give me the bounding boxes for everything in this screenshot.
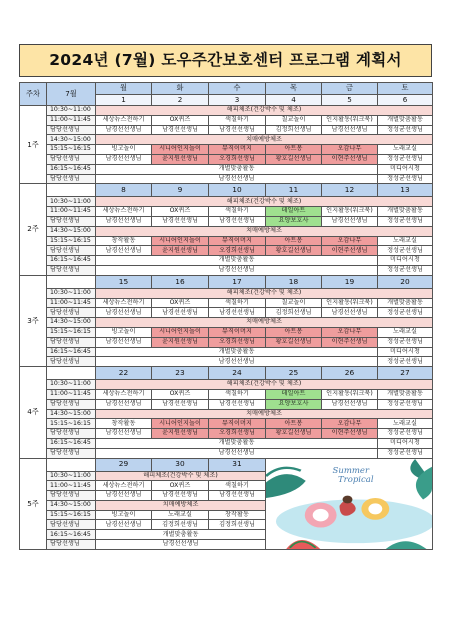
teacher-cell: 남경선선생님 bbox=[96, 399, 152, 409]
time-slot: 16:15~16:45 bbox=[47, 438, 96, 448]
activity-cell: 오감나무 bbox=[322, 327, 378, 337]
teacher-cell: 남경선선생님 bbox=[96, 308, 152, 318]
activity-cell: 개별맞춤활동 bbox=[378, 207, 433, 217]
time-slot: 15:15~16:15 bbox=[47, 236, 96, 246]
day-header-fri: 금 bbox=[322, 83, 378, 95]
date-cell: 10 bbox=[209, 184, 266, 197]
teacher-cell: 이현주선생님 bbox=[322, 154, 378, 164]
activity-cell: 빙고놀이 bbox=[96, 327, 152, 337]
time-slot: 11:00~11:45 bbox=[47, 389, 96, 399]
time-slot: 15:15~16:15 bbox=[47, 145, 96, 155]
time-slot: 담당선생님 bbox=[47, 125, 96, 135]
teacher-cell: 정성균선생님 bbox=[378, 448, 433, 458]
teacher-cell: 김정희선생님 bbox=[209, 520, 266, 530]
date-cell: 15 bbox=[96, 275, 152, 288]
activity-cell: 색칠하기 bbox=[209, 115, 266, 125]
activity-cell: 오감나무 bbox=[322, 236, 378, 246]
time-slot: 15:15~16:15 bbox=[47, 419, 96, 429]
time-slot: 11:00~11:45 bbox=[47, 481, 96, 491]
activity-cell: 개별맞춤활동 bbox=[378, 115, 433, 125]
blank-cell bbox=[47, 367, 96, 380]
date-cell: 12 bbox=[322, 184, 378, 197]
activity-cell: OX퀴즈 bbox=[152, 115, 209, 125]
teacher-cell: 남경선선생님 bbox=[96, 491, 152, 501]
teacher-cell: 남경선선생님 bbox=[209, 125, 266, 135]
activity-cell: OX퀴즈 bbox=[152, 481, 209, 491]
morning-exercise: 해피체조(건강박수 및 체조) bbox=[96, 380, 433, 390]
teacher-cell: 김정희선생님 bbox=[266, 308, 322, 318]
date-cell: 27 bbox=[378, 367, 433, 380]
date-cell: 11 bbox=[266, 184, 322, 197]
day-header-mon: 월 bbox=[96, 83, 152, 95]
dementia-prevention-exercise: 치매예방체조 bbox=[96, 409, 433, 419]
activity-cell: 창작활동 bbox=[209, 510, 266, 520]
time-slot: 담당선생님 bbox=[47, 540, 96, 550]
activity-cell: 노래교실 bbox=[378, 145, 433, 155]
page-title: 2024년 (7월) 도우주간보호센터 프로그램 계획서 bbox=[19, 44, 432, 77]
activity-cell: 세상뉴스전하기 bbox=[96, 298, 152, 308]
date-cell: 3 bbox=[209, 95, 266, 106]
teacher-cell: 남경선선생님 bbox=[152, 216, 209, 226]
date-cell: 16 bbox=[152, 275, 209, 288]
time-slot: 담당선생님 bbox=[47, 308, 96, 318]
time-slot: 14:30~15:00 bbox=[47, 500, 96, 510]
date-cell: 20 bbox=[378, 275, 433, 288]
activity-cell: 개별맞춤활동 bbox=[378, 298, 433, 308]
individual-activity: 개별맞춤활동 bbox=[96, 438, 378, 448]
media-viewing: 미디어시청 bbox=[378, 256, 433, 266]
teacher-cell: 황호길선생님 bbox=[266, 246, 322, 256]
activity-cell: 노래교실 bbox=[378, 236, 433, 246]
teacher-cell: 요양보호사 bbox=[266, 216, 322, 226]
activity-cell: 세상뉴스전하기 bbox=[96, 389, 152, 399]
week-label: 5주 bbox=[20, 458, 47, 549]
date-cell: 17 bbox=[209, 275, 266, 288]
time-slot: 담당선생님 bbox=[47, 174, 96, 184]
summer-word: Summer bbox=[332, 465, 370, 476]
teacher-cell: 김정희선생님 bbox=[152, 520, 209, 530]
teacher-cell: 남경선선생님 bbox=[96, 216, 152, 226]
date-cell: 1 bbox=[96, 95, 152, 106]
dementia-prevention-exercise: 치매예방체조 bbox=[96, 226, 433, 236]
date-cell: 29 bbox=[96, 458, 152, 471]
date-cell: 6 bbox=[378, 95, 433, 106]
teacher-cell: 남경선선생님 bbox=[152, 399, 209, 409]
media-viewing: 미디어시청 bbox=[378, 438, 433, 448]
teacher-cell: 남경선선생님 bbox=[322, 308, 378, 318]
media-viewing: 미디어시청 bbox=[378, 164, 433, 174]
teacher-cell: 남경선선생님 bbox=[96, 357, 378, 367]
time-slot: 14:30~15:00 bbox=[47, 226, 96, 236]
dementia-prevention-exercise: 치매예방체조 bbox=[96, 135, 433, 145]
time-slot: 담당선생님 bbox=[47, 246, 96, 256]
time-slot: 담당선생님 bbox=[47, 399, 96, 409]
activity-cell: 세상뉴스전하기 bbox=[96, 481, 152, 491]
time-slot: 담당선생님 bbox=[47, 491, 96, 501]
activity-cell: 창작활동 bbox=[96, 236, 152, 246]
individual-activity: 개별맞춤활동 bbox=[96, 530, 266, 540]
teacher-cell: 정성균선생님 bbox=[378, 246, 433, 256]
activity-cell: 노래교실 bbox=[378, 327, 433, 337]
date-cell: 13 bbox=[378, 184, 433, 197]
activity-cell: 아트봉 bbox=[266, 236, 322, 246]
teacher-cell: 정성균선생님 bbox=[378, 429, 433, 439]
time-slot: 10:30~11:00 bbox=[47, 471, 96, 481]
time-slot: 10:30~11:00 bbox=[47, 197, 96, 207]
teacher-cell: 정성균선생님 bbox=[378, 265, 433, 275]
teacher-cell: 정성균선생님 bbox=[378, 125, 433, 135]
activity-cell: 인지활동(워크북) bbox=[322, 389, 378, 399]
time-slot: 담당선생님 bbox=[47, 337, 96, 347]
activity-cell: 창작활동 bbox=[96, 419, 152, 429]
teacher-cell: 오경희선생님 bbox=[209, 429, 266, 439]
date-cell: 8 bbox=[96, 184, 152, 197]
time-slot: 16:15~16:45 bbox=[47, 256, 96, 266]
date-cell: 24 bbox=[209, 367, 266, 380]
blank-cell bbox=[47, 275, 96, 288]
teacher-cell: 남경선선생님 bbox=[209, 399, 266, 409]
teacher-cell: 이현주선생님 bbox=[322, 429, 378, 439]
date-cell: 9 bbox=[152, 184, 209, 197]
day-header-thu: 목 bbox=[266, 83, 322, 95]
activity-cell: OX퀴즈 bbox=[152, 389, 209, 399]
activity-cell: 오감나무 bbox=[322, 419, 378, 429]
dementia-prevention-exercise: 치매예방체조 bbox=[96, 318, 433, 328]
tropical-word: Tropical bbox=[338, 474, 374, 485]
activity-cell: 뮤직이머지 bbox=[209, 419, 266, 429]
activity-cell: 뮤직이머지 bbox=[209, 236, 266, 246]
time-slot: 담당선생님 bbox=[47, 154, 96, 164]
individual-activity: 개별맞춤활동 bbox=[96, 256, 378, 266]
teacher-cell: 요양보호사 bbox=[266, 399, 322, 409]
morning-exercise: 해피체조(건강박수 및 체조) bbox=[96, 471, 266, 481]
teacher-cell: 남경선선생님 bbox=[209, 308, 266, 318]
teacher-cell: 정성균선생님 bbox=[378, 337, 433, 347]
teacher-cell: 남경선선생님 bbox=[96, 265, 378, 275]
activity-cell: 색칠하기 bbox=[209, 298, 266, 308]
date-cell: 19 bbox=[322, 275, 378, 288]
teacher-cell: 남경선선생님 bbox=[322, 125, 378, 135]
teacher-cell: 김정희선생님 bbox=[266, 125, 322, 135]
month-label: 7월 bbox=[47, 83, 96, 106]
week-label: 4주 bbox=[20, 367, 47, 458]
time-slot: 담당선생님 bbox=[47, 448, 96, 458]
teacher-cell: 황호길선생님 bbox=[266, 429, 322, 439]
teacher-cell: 정성균선생님 bbox=[378, 216, 433, 226]
activity-cell: 칠교놀이 bbox=[266, 298, 322, 308]
teacher-cell: 남경선선생님 bbox=[96, 448, 378, 458]
teacher-cell: 이현주선생님 bbox=[322, 246, 378, 256]
activity-cell: 색칠하기 bbox=[209, 389, 266, 399]
time-slot: 담당선생님 bbox=[47, 429, 96, 439]
teacher-cell: 정성균선생님 bbox=[378, 399, 433, 409]
teacher-cell: 황호길선생님 bbox=[266, 154, 322, 164]
teacher-cell: 남경선선생님 bbox=[96, 174, 378, 184]
teacher-cell: 남경선선생님 bbox=[152, 308, 209, 318]
teacher-cell: 남경선선생님 bbox=[96, 429, 152, 439]
summer-tropical-illustration bbox=[266, 458, 433, 549]
teacher-cell: 남경선선생님 bbox=[322, 399, 378, 409]
teacher-cell: 이현주선생님 bbox=[322, 337, 378, 347]
teacher-cell: 남경선선생님 bbox=[209, 216, 266, 226]
activity-cell: 인지활동(워크북) bbox=[322, 298, 378, 308]
time-slot: 담당선생님 bbox=[47, 357, 96, 367]
activity-cell: 인지활동(워크북) bbox=[322, 207, 378, 217]
morning-exercise: 해피체조(건강박수 및 체조) bbox=[96, 106, 433, 116]
activity-cell: 데일아트 bbox=[266, 389, 322, 399]
morning-exercise: 해피체조(건강박수 및 체조) bbox=[96, 197, 433, 207]
time-slot: 16:15~16:45 bbox=[47, 347, 96, 357]
activity-cell: OX퀴즈 bbox=[152, 207, 209, 217]
teacher-cell: 윤지원선생님 bbox=[152, 429, 209, 439]
activity-cell: 오감나무 bbox=[322, 145, 378, 155]
summer-caption bbox=[328, 467, 374, 485]
week-label: 3주 bbox=[20, 275, 47, 366]
activity-cell: 뮤직이머지 bbox=[209, 327, 266, 337]
teacher-cell: 윤지원선생님 bbox=[152, 246, 209, 256]
date-cell: 25 bbox=[266, 367, 322, 380]
week-column-header: 주차 bbox=[20, 83, 47, 106]
activity-cell: 개별맞춤활동 bbox=[378, 389, 433, 399]
day-header-sat: 토 bbox=[378, 83, 433, 95]
activity-cell: 시니어인지놀이 bbox=[152, 236, 209, 246]
activity-cell: 아트봉 bbox=[266, 145, 322, 155]
blank-cell bbox=[47, 184, 96, 197]
teacher-cell: 남경선선생님 bbox=[96, 520, 152, 530]
time-slot: 10:30~11:00 bbox=[47, 380, 96, 390]
time-slot: 16:15~16:45 bbox=[47, 164, 96, 174]
activity-cell: 시니어인지놀이 bbox=[152, 419, 209, 429]
activity-cell: 인지활동(워크북) bbox=[322, 115, 378, 125]
teacher-cell: 오경희선생님 bbox=[209, 154, 266, 164]
activity-cell: 노래교실 bbox=[378, 419, 433, 429]
time-slot: 16:15~16:45 bbox=[47, 530, 96, 540]
time-slot: 15:15~16:15 bbox=[47, 510, 96, 520]
activity-cell: 세상뉴스전하기 bbox=[96, 115, 152, 125]
teacher-cell: 남경선선생님 bbox=[152, 491, 209, 501]
activity-cell: 아트봉 bbox=[266, 327, 322, 337]
week-label: 2주 bbox=[20, 184, 47, 275]
activity-cell: 빙고놀이 bbox=[96, 510, 152, 520]
teacher-cell: 남경선선생님 bbox=[152, 125, 209, 135]
activity-cell: 빙고놀이 bbox=[96, 145, 152, 155]
activity-cell: 칠교놀이 bbox=[266, 115, 322, 125]
date-cell: 4 bbox=[266, 95, 322, 106]
day-header-wed: 수 bbox=[209, 83, 266, 95]
date-cell: 2 bbox=[152, 95, 209, 106]
activity-cell: 아트봉 bbox=[266, 419, 322, 429]
dementia-prevention-exercise: 치매예방체조 bbox=[96, 500, 266, 510]
activity-cell: 세상뉴스전하기 bbox=[96, 207, 152, 217]
schedule-table bbox=[19, 82, 433, 550]
date-cell: 26 bbox=[322, 367, 378, 380]
activity-cell: OX퀴즈 bbox=[152, 298, 209, 308]
day-header-tue: 화 bbox=[152, 83, 209, 95]
teacher-cell: 정성균선생님 bbox=[378, 174, 433, 184]
time-slot: 담당선생님 bbox=[47, 265, 96, 275]
date-cell: 23 bbox=[152, 367, 209, 380]
teacher-cell: 남경선선생님 bbox=[209, 491, 266, 501]
individual-activity: 개별맞춤활동 bbox=[96, 164, 378, 174]
teacher-cell: 남경선선생님 bbox=[96, 337, 152, 347]
time-slot: 14:30~15:00 bbox=[47, 135, 96, 145]
date-cell: 22 bbox=[96, 367, 152, 380]
teacher-cell: 남경선선생님 bbox=[96, 154, 152, 164]
activity-cell: 데일아트 bbox=[266, 207, 322, 217]
teacher-cell: 윤지원선생님 bbox=[152, 154, 209, 164]
time-slot: 11:00~11:45 bbox=[47, 207, 96, 217]
time-slot: 담당선생님 bbox=[47, 520, 96, 530]
teacher-cell: 오경희선생님 bbox=[209, 337, 266, 347]
time-slot: 14:30~15:00 bbox=[47, 318, 96, 328]
activity-cell: 시니어인지놀이 bbox=[152, 327, 209, 337]
date-cell: 5 bbox=[322, 95, 378, 106]
individual-activity: 개별맞춤활동 bbox=[96, 347, 378, 357]
time-slot: 14:30~15:00 bbox=[47, 409, 96, 419]
teacher-cell: 오경희선생님 bbox=[209, 246, 266, 256]
time-slot: 15:15~16:15 bbox=[47, 327, 96, 337]
activity-cell: 색칠하기 bbox=[209, 481, 266, 491]
time-slot: 담당선생님 bbox=[47, 216, 96, 226]
morning-exercise: 해피체조(건강박수 및 체조) bbox=[96, 288, 433, 298]
time-slot: 10:30~11:00 bbox=[47, 288, 96, 298]
teacher-cell: 남경선선생님 bbox=[96, 246, 152, 256]
time-slot: 11:00~11:45 bbox=[47, 298, 96, 308]
activity-cell: 뮤직이머지 bbox=[209, 145, 266, 155]
teacher-cell: 정성균선생님 bbox=[378, 308, 433, 318]
date-cell: 31 bbox=[209, 458, 266, 471]
teacher-cell: 황호길선생님 bbox=[266, 337, 322, 347]
activity-cell: 시니어인지놀이 bbox=[152, 145, 209, 155]
teacher-cell: 윤지원선생님 bbox=[152, 337, 209, 347]
teacher-cell: 남경선선생님 bbox=[96, 125, 152, 135]
activity-cell: 노래교실 bbox=[152, 510, 209, 520]
week-label: 1주 bbox=[20, 106, 47, 184]
date-cell: 18 bbox=[266, 275, 322, 288]
teacher-cell: 남경선선생님 bbox=[322, 216, 378, 226]
time-slot: 11:00~11:45 bbox=[47, 115, 96, 125]
teacher-cell: 남경선선생님 bbox=[96, 540, 266, 550]
media-viewing: 미디어시청 bbox=[378, 347, 433, 357]
blank-cell bbox=[47, 458, 96, 471]
date-cell: 30 bbox=[152, 458, 209, 471]
teacher-cell: 정성균선생님 bbox=[378, 357, 433, 367]
time-slot: 10:30~11:00 bbox=[47, 106, 96, 116]
activity-cell: 색칠하기 bbox=[209, 207, 266, 217]
teacher-cell: 정성균선생님 bbox=[378, 154, 433, 164]
